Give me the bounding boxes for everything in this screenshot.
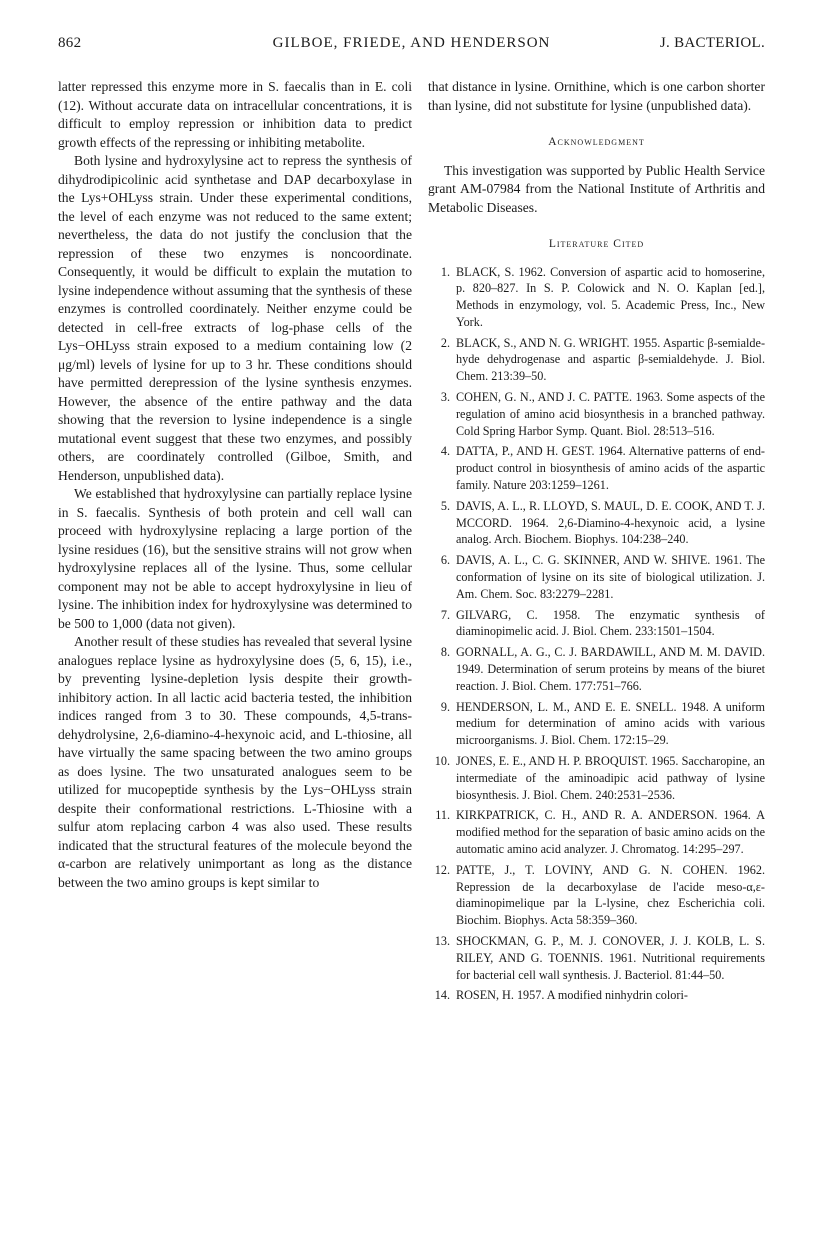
reference-item	[428, 389, 765, 439]
paragraph: Another result of these studies has revealed that several lysine analogues replace lysine as hydroxylysine does (5, 6, 15), i.e., by preventing lysine-depletion lysis despite their growth-inhibitory action. In all lactic acid bacteria tested, the inhibition indices ranged from 3 to 30. These compounds, 4,5-trans-dehydrolysine, 2,6-diamino-4-hexynoic acid, and L-thiosine, all have virtually the same spacing between the two amino groups as does lysine. The two unsaturated analogues seem to be utilized for mucopeptide synthesis by the Lys−OHLyss strain despite their conformational restrictions. L-Thiosine with a sulfur atom replacing carbon 4 was also used. These results indicated that the structural features of the molecule beyond the α-carbon are relatively unimportant as long as the distance between the two amino groups is kept similar to	[58, 634, 412, 890]
reference-item	[428, 264, 765, 331]
reference-number: 13.	[434, 933, 450, 948]
reference-text: ROSEN, H. 1957. A modified ninhydrin colori-	[456, 988, 688, 1003]
reference-item	[428, 699, 765, 749]
reference-item	[428, 498, 765, 548]
right-column	[428, 78, 765, 1008]
page-number: 862	[58, 35, 82, 51]
reference-text: KIRKPATRICK, C. H., AND R. A. ANDERSON. 1964. A modified method for the separation of basic amino acids on the automatic amino acid analyzer. J. Chromatog. 14:295–297.	[456, 808, 765, 856]
reference-text: DATTA, P., AND H. GEST. 1964. Alternative patterns of end-product control in biosynthesis of amino acids of the aspartic family. Nature 203:1259–1261.	[456, 444, 765, 493]
reference-text: COHEN, G. N., AND J. C. PATTE. 1963. Some aspects of the regulation of amino acid biosynthesis in a branched pathway. Cold Spring Harbor Symp. Quant. Biol. 28:513–516.	[456, 390, 765, 438]
reference-text: DAVIS, A. L., R. LLOYD, S. MAUL, D. E. COOK, AND T. J. MCCORD. 1964. 2,6-Diamino-4-hexynoic acid, a lysine analog. Arch. Biochem. Biophys. 104:238–240.	[456, 498, 765, 547]
reference-number: 4.	[440, 444, 450, 459]
reference-text: SHOCKMAN, G. P., M. J. CONOVER, J. J. KOLB, L. S. RILEY, AND G. TOENNIS. 1961. Nutritional requirements for bacterial cell wall synthesis. J. Bacteriol. 81:44–50.	[456, 933, 765, 982]
reference-list	[428, 264, 765, 1005]
reference-number: 9.	[440, 699, 450, 714]
reference-item	[428, 807, 765, 857]
reference-number: 12.	[434, 862, 450, 877]
paragraph: latter repressed this enzyme more in S. faecalis than in E. coli (12). Without accurate data on intracellular concentrations, it is difficult to employ repression or inhibition data to predict growth effects of the repressing or inhibiting metabolite.	[58, 79, 412, 150]
acknowledgment-heading: Acknowledgment	[548, 136, 645, 148]
reference-text: DAVIS, A. L., C. G. SKINNER, AND W. SHIVE. 1961. The conformation of lysine on its site of biological utilization. J. Am. Chem. Soc. 83:2279–2281.	[456, 553, 765, 601]
paragraph: We established that hydroxylysine can partially replace lysine in S. faecalis. Synthesis of both protein and cell wall can proceed with hydroxylysine replacing a large portion of the lysine residues (16), but the sensitive strains will not grow when hydroxylysine replaces all of the lysine. Thus, some cellular component may not be able to accept hydroxylysine in lieu of lysine. The inhibition index for hydroxylysine was determined to be 500 to 1,000 (data not given).	[58, 486, 412, 631]
reference-item	[428, 753, 765, 803]
reference-item	[428, 552, 765, 602]
running-head-authors: GILBOE, FRIEDE, AND HENDERSON	[272, 35, 551, 51]
reference-text: JONES, E. E., AND H. P. BROQUIST. 1965. Saccharopine, an intermediate of the aminoadipic acid pathway of lysine biosynthesis. J. Biol. Chem. 240:2531–2536.	[456, 754, 765, 802]
reference-number: 11.	[435, 808, 450, 823]
reference-text: GILVARG, C. 1958. The enzymatic synthesis of diaminopimelic acid. J. Biol. Chem. 233:1501–1504.	[456, 607, 765, 639]
reference-item	[428, 443, 765, 493]
reference-item	[428, 607, 765, 641]
paragraph: Both lysine and hydroxylysine act to repress the synthesis of dihydrodipicolinic acid synthetase and DAP decarboxylase in the Lys+OHLyss strain. Under these experimental conditions, the level of each enzyme was not reduced to the same extent; nevertheless, the data do not justify the conclusion that the repression of these two enzymes is noncoordinate. Consequently, it would be difficult to explain the mutation to lysine independence without assuming that the synthesis of these enzymes is controlled coordinately. Neither enzyme could be detected in cell-free extracts of log-phase cells of the Lys−OHLyss strain exposed to a medium containing low (2 μg/ml) levels of lysine for up to 3 hr. These conditions should have permitted derepression of the lysine synthesis enzymes. However, the absence of the entire pathway and the data showing that the reversion to lysine independence is a single mutational event suggest that these two enzymes, and possibly others, are coordinately controlled (Gilboe, Smith, and Henderson, unpublished data).	[58, 153, 412, 483]
left-column	[58, 78, 412, 892]
paragraph: that distance in lysine. Ornithine, which is one carbon shorter than lysine, did not substitute for lysine (unpublished data).	[428, 79, 765, 113]
acknowledgment-text: This investigation was supported by Public Health Service grant AM-07984 from the National Institute of Arthritis and Metabolic Diseases.	[428, 162, 765, 215]
reference-text: PATTE, J., T. LOVINY, AND G. N. COHEN. 1962. Repression de la decarboxylase de l'acide meso-α,ε-diaminopimelique par la L-lysine, chez Escherichia coli. Biochim. Biophys. Acta 58:359–360.	[456, 862, 765, 928]
reference-number: 14.	[434, 988, 450, 1003]
reference-number: 10.	[434, 754, 450, 769]
reference-item	[428, 862, 765, 929]
reference-number: 3.	[440, 390, 450, 405]
reference-text: GORNALL, A. G., C. J. BARDAWILL, AND M. M. DAVID. 1949. Determination of serum proteins by means of the biuret reaction. J. Biol. Chem. 177:751–766.	[456, 645, 765, 693]
reference-text: BLACK, S. 1962. Conversion of aspartic acid to homoserine, p. 820–827. In S. P. Colowick and N. O. Kaplan [ed.], Methods in enzymology, vol. 5. Academic Press, Inc., New York.	[456, 264, 765, 329]
reference-number: 6.	[440, 553, 450, 568]
reference-number: 1.	[440, 264, 450, 279]
reference-item	[428, 987, 765, 1004]
page-header	[58, 35, 765, 59]
journal-name: J. BACTERIOL.	[659, 35, 765, 51]
reference-item	[428, 335, 765, 385]
reference-item	[428, 644, 765, 694]
reference-item	[428, 933, 765, 983]
reference-number: 5.	[440, 498, 450, 513]
literature-cited-heading: Literature Cited	[548, 238, 645, 250]
reference-text: BLACK, S., AND N. G. WRIGHT. 1955. Aspartic β-semialde-hyde dehydrogenase and aspartic β-semialdehyde. J. Biol. Chem. 213:39–50.	[456, 335, 765, 384]
reference-number: 2.	[440, 335, 450, 350]
reference-number: 8.	[440, 645, 450, 660]
reference-number: 7.	[440, 607, 450, 622]
reference-text: HENDERSON, L. M., AND E. E. SNELL. 1948. A uniform medium for determination of amino acids with various microorganisms. J. Biol. Chem. 172:15–29.	[456, 699, 765, 748]
